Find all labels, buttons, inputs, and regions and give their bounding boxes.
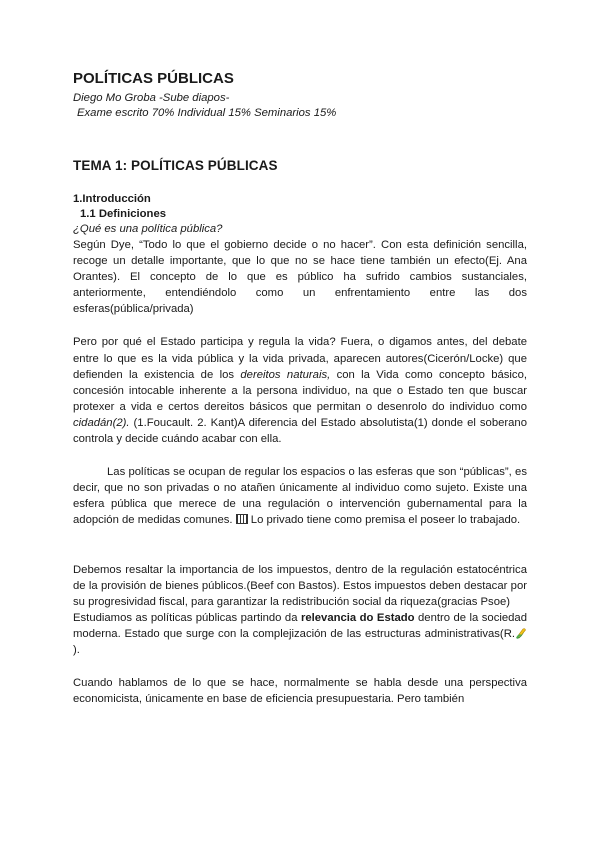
document-title: POLÍTICAS PÚBLICAS [73, 70, 234, 87]
italic-dereitos: dereitos naturais, [240, 368, 331, 381]
italic-cidadan: cidadán(2). [73, 416, 130, 429]
paragraph-impuestos: Debemos resaltar la importancia de los impuestos, dentro de la regulación estatocéntrica de la provisión de bienes públicos.(Beef con Bastos). Estos impuestos deben destacar por su progresividad fiscal, para garantizar la redistribución social da riqueza(gracias Psoe) [73, 563, 527, 608]
document-page [73, 70, 527, 707]
paragraph-perspectiva: Cuando hablamos de lo que se hace, normalmente se habla desde una perspectiva economicista, únicamente en base de eficiencia presupuestaria. Pero también [73, 677, 527, 706]
section-heading-introduccion: 1.Introducción [73, 193, 151, 205]
paragraph-relevancia-estado: Estudiamos as políticas públicas partindo da relevancia do Estado dentro de la sociedad moderna. Estado que surge con la complejización de las estructuras administrativas(R.). [73, 611, 527, 656]
paragraph-dye: Según Dye, “Todo lo que el gobierno decide o no hacer”. Con esta definición sencilla, recoge un detalle importante, que lo que no se hace tiene también un efecto(Ej. Ana Orantes). El concepto de lo que es público ha sufrido cambios sustanciales, anteriormente, entendiéndolo como un enfrentamiento entre las dos esferas(pública/privada) [73, 239, 527, 316]
bold-relevancia: relevancia do Estado [300, 611, 415, 624]
grading-line: Exame escrito 70% Individual 15% Seminarios 15% [77, 107, 337, 119]
subsection-heading-definiciones: 1.1 Definiciones [80, 208, 167, 220]
paragraph-estado-participa: Pero por qué el Estado participa y regula la vida? Fuera, o digamos antes, del debate entre lo que es la vida pública y la vida privada, aparecen autores(Cicerón/Locke) que defienden la existencia de los dereitos naturais, con la Vida como concepto básico, concesión intocable inherente a la persona individuo, na que o Estado ten que buscar protexer a vida e certos dereitos básicos que permitan o desenrolo do individuo como cidadán(2). (1.Foucault. 2. Kant)A diferencia del Estado absolutista(1) donde el soberano controla y decide cuándo acabar con ella. [73, 336, 528, 446]
tema-heading: TEMA 1: POLÍTICAS PÚBLICAS [73, 158, 278, 173]
paragraph-politicas-regular: Las políticas se ocupan de regular los espacios o las esferas que son “públicas”, es decir, que no son privadas o no atañen únicamente al individuo como sujeto. Existe una esfera pública que merece de una regulación o intervención gubernamental para la adopción de medidas comunes. Lo privado tiene como premisa el poseer lo trabajado. [73, 466, 527, 527]
question-line: ¿Qué es una política pública? [73, 223, 223, 235]
corn-emoji-icon [515, 627, 527, 639]
author-line: Diego Mo Groba -Sube diapos- [73, 92, 230, 104]
placeholder-glyph-icon [236, 514, 248, 524]
